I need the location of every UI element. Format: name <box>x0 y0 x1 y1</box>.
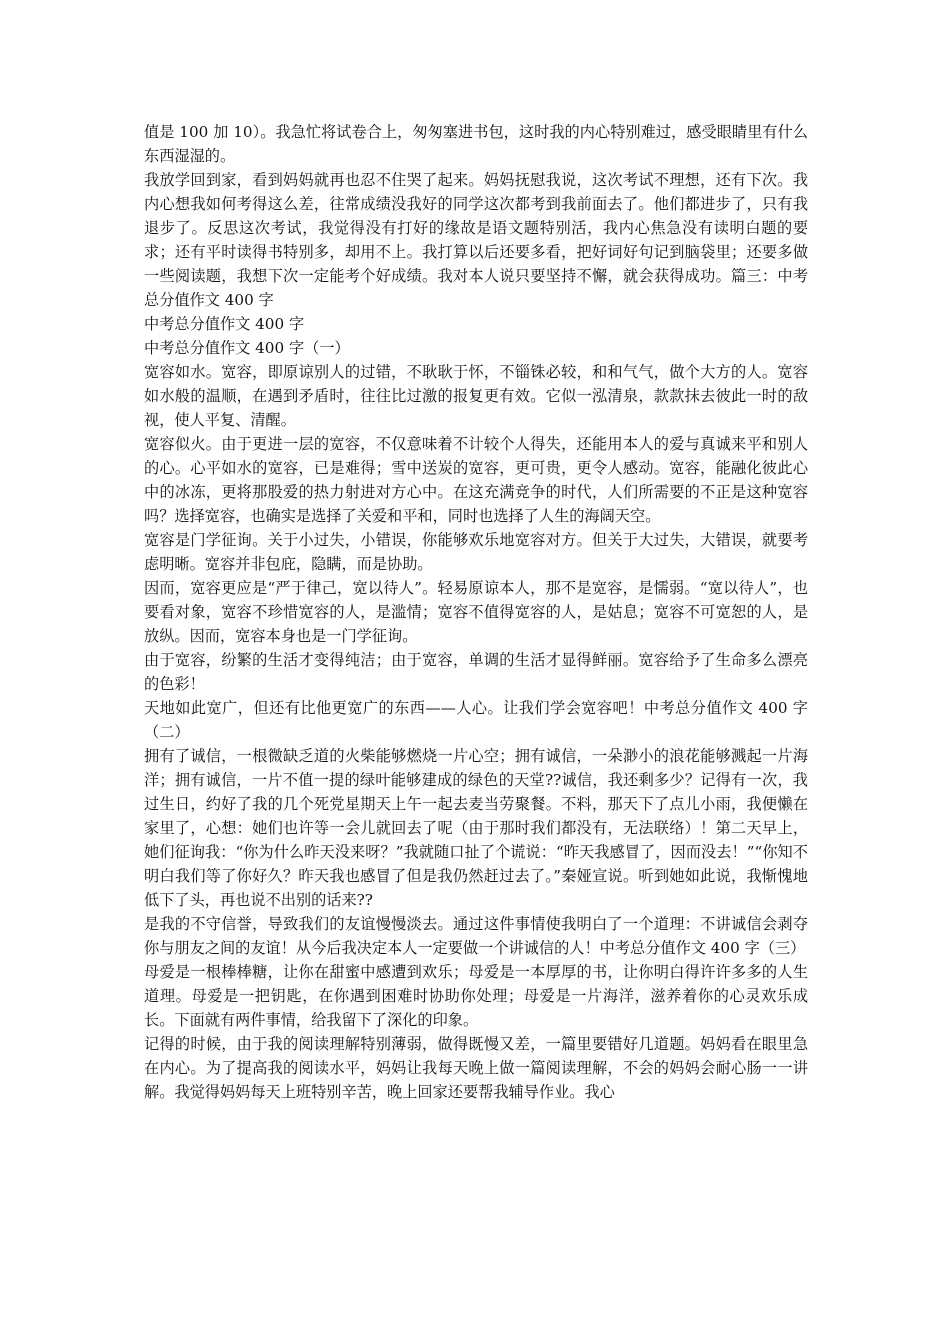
paragraph-1: 值是 100 加 10）。我急忙将试卷合上，匆匆塞进书包，这时我的内心特别难过，感受眼睛里有什么东西湿湿的。 <box>144 123 808 165</box>
paragraph-13: 母爱是一根棒棒糖，让你在甜蜜中感遭到欢乐；母爱是一本厚厚的书，让你明白得许许多多的人生道理。母爱是一把钥匙，在你遇到困难时协助你处理；母爱是一片海洋，滋养着你的心灵欢乐成长。下面就有两件事情，给我留下了深化的印象。 <box>144 963 808 1029</box>
paragraph-10: 天地如此宽广，但还有比他更宽广的东西——人心。让我们学会宽容吧！中考总分值作文 400 字（二） <box>144 699 808 741</box>
paragraph-5: 宽容如水。宽容，即原谅别人的过错，不耿耿于怀，不锱铢必较，和和气气，做个大方的人。宽容如水般的温顺，在遇到矛盾时，往往比过激的报复更有效。它似一泓清泉，款款抹去彼此一时的敌视，使人平复、清醒。 <box>144 363 808 429</box>
paragraph-3-heading: 中考总分值作文 400 字 <box>144 315 305 333</box>
paragraph-9: 由于宽容，纷繁的生活才变得纯洁；由于宽容，单调的生活才显得鲜丽。宽容给予了生命多么漂亮的色彩！ <box>144 651 808 693</box>
paragraph-11: 拥有了诚信，一根微缺乏道的火柴能够燃烧一片心空；拥有诚信，一朵渺小的浪花能够溅起一片海洋；拥有诚信，一片不值一提的绿叶能够建成的绿色的天堂??诚信，我还剩多少？记得有一次，我过生日，约好了我的几个死党星期天上午一起去麦当劳聚餐。不料，那天下了点儿小雨，我便懒在家里了，心想：她们也许等一会儿就回去了呢（由于那时我们都没有，无法联络）！第二天早上，她们征询我：“你为什么昨天没来呀？”我就随口扯了个谎说：“昨天我感冒了，因而没去！”“你知不明白我们等了你好久？昨天我也感冒了但是我仍然赶过去了。”秦娅宣说。听到她如此说，我惭愧地低下了头，再也说不出别的话来?? <box>144 747 808 909</box>
paragraph-12: 是我的不守信誉，导致我们的友谊慢慢淡去。通过这件事情使我明白了一个道理：不讲诚信会剥夺你与朋友之间的友谊！从今后我决定本人一定要做一个讲诚信的人！中考总分值作文 400 字（三） <box>144 915 808 957</box>
paragraph-7: 宽容是门学征询。关于小过失，小错误，你能够欢乐地宽容对方。但关于大过失，大错误，就要考虑明晰。宽容并非包庇，隐瞒，而是协助。 <box>144 531 808 573</box>
paragraph-8: 因而，宽容更应是“严于律己，宽以待人”。轻易原谅本人，那不是宽容，是懦弱。“宽以待人”，也要看对象，宽容不珍惜宽容的人，是滥情；宽容不值得宽容的人，是姑息；宽容不可宽恕的人，是放纵。因而，宽容本身也是一门学征询。 <box>144 579 808 645</box>
paragraph-4-subheading: 中考总分值作文 400 字（一） <box>144 339 350 357</box>
paragraph-2: 我放学回到家，看到妈妈就再也忍不住哭了起来。妈妈抚慰我说，这次考试不理想，还有下次。我内心想我如何考得这么差，往常成绩没我好的同学这次都考到我前面去了。他们都进步了，只有我退步了。反思这次考试，我觉得没有打好的缘故是语文题特别活，我内心焦急没有读明白题的要求；还有平时读得书特别多，却用不上。我打算以后还要多看，把好词好句记到脑袋里；还要多做一些阅读题，我想下次一定能考个好成绩。我对本人说只要坚持不懈，就会获得成功。篇三：中考总分值作文 400 字 <box>144 171 808 309</box>
document-body <box>144 120 808 1104</box>
paragraph-6: 宽容似火。由于更进一层的宽容，不仅意味着不计较个人得失，还能用本人的爱与真诚来平和别人的心。心平如水的宽容，已是难得；雪中送炭的宽容，更可贵，更令人感动。宽容，能融化彼此心中的冰冻，更将那股爱的热力射进对方心中。在这充满竞争的时代，人们所需要的不正是这种宽容吗？选择宽容，也确实是选择了关爱和平和，同时也选择了人生的海阔天空。 <box>144 435 808 525</box>
paragraph-14: 记得的时候，由于我的阅读理解特别薄弱，做得既慢又差，一篇里要错好几道题。妈妈看在眼里急在内心。为了提高我的阅读水平，妈妈让我每天晚上做一篇阅读理解，不会的妈妈会耐心肠一一讲解。我觉得妈妈每天上班特别辛苦，晚上回家还要帮我辅导作业。我心 <box>144 1035 808 1101</box>
